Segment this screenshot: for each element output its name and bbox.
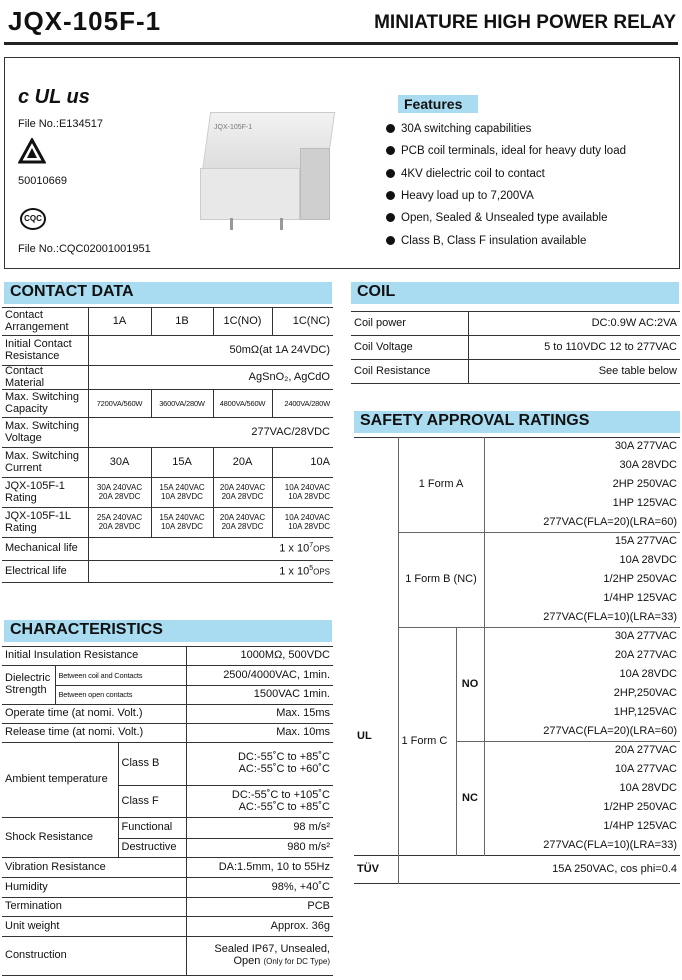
table-row xyxy=(354,438,680,457)
table-cell: 10A 277VAC xyxy=(614,763,677,776)
table-cell: 7200VA/560W xyxy=(88,390,151,418)
table-cell: 1/4HP 125VAC xyxy=(603,820,677,833)
table-cell: Coil Voltage xyxy=(351,336,468,360)
table-cell: UL xyxy=(354,438,398,856)
table-cell: 2400VA/280W xyxy=(272,390,333,418)
table-cell: Initial Contact Resistance xyxy=(2,336,88,366)
text: 10A 28VDC xyxy=(288,491,330,501)
table-row xyxy=(2,666,333,686)
table-cell: Between coil and Contacts xyxy=(55,666,186,686)
cqc-file-number: File No.:CQC02001001951 xyxy=(18,243,151,255)
table-cell: 1/2HP 250VAC xyxy=(603,801,677,814)
table-cell: Class B xyxy=(118,743,186,786)
tuv-number: 50010669 xyxy=(18,175,67,187)
table-cell: 1000MΩ, 500VDC xyxy=(186,647,333,666)
table-cell: JQX-105F-1L Rating xyxy=(2,508,88,538)
contact-data-heading: CONTACT DATA xyxy=(4,282,332,304)
table-cell: Ambient temperature xyxy=(2,743,118,818)
table-row xyxy=(2,418,333,448)
table-row xyxy=(351,360,680,384)
feature-item xyxy=(386,168,545,180)
text: Open, Sealed & Unsealed type available xyxy=(401,212,608,224)
bullet-icon xyxy=(386,124,395,133)
text: 1 x 10 xyxy=(279,565,310,578)
table-cell: 2HP,250VAC xyxy=(613,687,677,700)
bullet-icon xyxy=(386,213,395,222)
table-cell: Release time (at nomi. Volt.) xyxy=(2,724,186,743)
table-cell: 5 to 110VDC 12 to 277VAC xyxy=(468,336,680,360)
contact-data-table xyxy=(2,307,333,583)
characteristics-heading: CHARACTERISTICS xyxy=(4,620,332,642)
coil-heading: COIL xyxy=(351,282,679,304)
table-cell: 10A 28VDC xyxy=(619,554,677,567)
table-row xyxy=(2,448,333,478)
table-cell xyxy=(272,478,333,508)
table-row xyxy=(2,336,333,366)
table-cell xyxy=(88,508,151,538)
table-cell: Max. Switching Voltage xyxy=(2,418,88,448)
table-cell: 2500/4000VAC, 1min. xyxy=(186,666,333,686)
tuv-triangle-icon xyxy=(18,138,46,164)
table-row xyxy=(2,858,333,878)
text: 30A switching capabilities xyxy=(401,123,532,135)
table-row xyxy=(2,508,333,538)
table-cell: 980 m/s² xyxy=(186,839,333,858)
text: 20A 28VDC xyxy=(98,491,141,501)
table-row xyxy=(2,705,333,724)
text: (Only for DC Type) xyxy=(263,957,330,966)
text: 7 xyxy=(309,542,314,550)
table-row xyxy=(2,308,333,336)
bullet-icon xyxy=(386,191,395,200)
table-row xyxy=(2,937,333,976)
table-cell: 1 Form A xyxy=(398,438,484,533)
feature-item xyxy=(386,190,534,202)
table-cell: Termination xyxy=(2,898,186,917)
text: 20A 28VDC xyxy=(221,521,264,531)
table-row xyxy=(2,917,333,937)
characteristics-table xyxy=(2,646,333,976)
table-cell: 1 Form C xyxy=(398,628,456,856)
text: AC:-55˚C to +85˚C xyxy=(238,800,330,813)
text: 20A 240VAC xyxy=(219,513,266,523)
table-row xyxy=(351,336,680,360)
table-cell: Initial Insulation Resistance xyxy=(2,647,186,666)
table-cell: Contact Arrangement xyxy=(2,308,88,336)
table-cell xyxy=(186,743,333,786)
page-subtitle: MINIATURE HIGH POWER RELAY xyxy=(374,12,676,33)
table-cell: Dielectric Strength xyxy=(2,666,55,705)
table-cell: NC xyxy=(456,742,484,856)
table-cell: See table below xyxy=(468,360,680,384)
table-row xyxy=(2,561,333,583)
table-cell xyxy=(213,508,272,538)
table-cell: 30A 28VDC xyxy=(619,459,677,472)
table-cell: Mechanical life xyxy=(2,538,88,561)
feature-item xyxy=(386,123,531,135)
table-cell xyxy=(88,538,333,561)
feature-item xyxy=(386,145,626,157)
table-cell: DC:0.9W AC:2VA xyxy=(468,312,680,336)
ul-file-number: File No.:E134517 xyxy=(18,118,103,130)
text: Class B, Class F insulation available xyxy=(401,235,587,247)
table-cell: Unit weight xyxy=(2,917,186,937)
text: Sealed IP67, Unsealed, xyxy=(214,943,330,956)
table-row xyxy=(2,724,333,743)
table-cell: 50mΩ(at 1A 24VDC) xyxy=(88,336,333,366)
table-cell: Approx. 36g xyxy=(186,917,333,937)
table-cell: 1/4HP 125VAC xyxy=(603,592,677,605)
table-cell: 277VAC/28VDC xyxy=(88,418,333,448)
feature-item xyxy=(386,235,586,247)
table-cell: Operate time (at nomi. Volt.) xyxy=(2,705,186,724)
table-cell: AgSnO₂, AgCdO xyxy=(88,366,333,390)
table-cell: TÜV xyxy=(354,856,398,884)
ul-logo: c UL us xyxy=(18,86,90,108)
table-cell: Class F xyxy=(118,786,186,818)
table-cell: 277VAC(FLA=10)(LRA=33) xyxy=(484,609,680,628)
cqc-logo: CQC xyxy=(20,208,46,230)
table-cell: Coil Resistance xyxy=(351,360,468,384)
table-cell xyxy=(213,478,272,508)
table-cell: 30A 277VAC xyxy=(614,440,677,453)
text: 10A 28VDC xyxy=(161,491,203,501)
text: 1 x 10 xyxy=(279,543,310,556)
text: 20A 240VAC xyxy=(219,483,266,493)
table-row xyxy=(2,743,333,786)
table-row xyxy=(2,390,333,418)
table-cell: 1B xyxy=(151,308,213,336)
table-cell: 3600VA/280W xyxy=(151,390,213,418)
table-cell: 15A 277VAC xyxy=(614,535,677,548)
table-cell: Destructive xyxy=(118,839,186,858)
table-row xyxy=(2,538,333,561)
table-cell: 277VAC(FLA=10)(LRA=33) xyxy=(543,838,677,851)
text: OPS xyxy=(313,567,330,577)
safety-table xyxy=(354,437,680,884)
text: 10A 240VAC xyxy=(284,483,330,493)
table-cell: Construction xyxy=(2,937,186,976)
table-cell: 4800VA/560W xyxy=(213,390,272,418)
table-cell xyxy=(88,561,333,583)
text: 10A 240VAC xyxy=(284,513,330,523)
page-title: JQX-105F-1 xyxy=(8,6,162,36)
table-cell xyxy=(186,937,333,976)
text: Open xyxy=(233,955,261,967)
table-cell: 1 Form B (NC) xyxy=(398,533,484,628)
table-cell: NO xyxy=(456,628,484,742)
table-cell: 1HP,125VAC xyxy=(613,706,677,719)
table-cell: 1C(NC) xyxy=(272,308,333,336)
bullet-icon xyxy=(386,146,395,155)
divider xyxy=(4,42,678,45)
table-row xyxy=(2,898,333,917)
text: AC:-55˚C to +60˚C xyxy=(238,763,330,775)
table-cell: JQX-105F-1 Rating xyxy=(2,478,88,508)
table-cell: Max. Switching Current xyxy=(2,448,88,478)
table-cell xyxy=(151,508,213,538)
table-row xyxy=(2,818,333,839)
table-cell: 98 m/s² xyxy=(186,818,333,839)
table-cell: 10A 28VDC xyxy=(619,782,677,795)
safety-heading: SAFETY APPROVAL RATINGS xyxy=(354,411,680,433)
table-cell xyxy=(272,508,333,538)
text: 15A 240VAC xyxy=(159,483,205,493)
text: 30A 240VAC xyxy=(96,483,143,493)
text: 20A 28VDC xyxy=(221,491,264,501)
table-cell: Humidity xyxy=(2,878,186,898)
table-cell: 30A 277VAC xyxy=(614,630,677,643)
table-cell: 1/2HP 250VAC xyxy=(603,573,677,586)
table-cell: 1HP 125VAC xyxy=(612,497,677,510)
text: PCB coil terminals, ideal for heavy duty load xyxy=(401,145,626,157)
table-cell: PCB xyxy=(186,898,333,917)
relay-product-image xyxy=(200,108,350,230)
table-cell: 20A 277VAC xyxy=(614,649,677,662)
bullet-icon xyxy=(386,236,395,245)
table-row xyxy=(354,533,680,552)
table-cell: 1500VAC 1min. xyxy=(186,686,333,705)
text: 10A 28VDC xyxy=(288,521,330,531)
table-cell: Between open contacts xyxy=(55,686,186,705)
table-cell: Functional xyxy=(118,818,186,839)
table-cell: Vibration Resistance xyxy=(2,858,186,878)
table-cell: Max. Switching Capacity xyxy=(2,390,88,418)
table-cell: 1A xyxy=(88,308,151,336)
table-cell: 15A 250VAC, cos phi=0.4 xyxy=(398,856,680,884)
table-cell: Max. 10ms xyxy=(186,724,333,743)
table-cell: 15A xyxy=(151,448,213,478)
table-cell: Contact Material xyxy=(2,366,88,390)
text: DC:-55˚C to +85˚C xyxy=(237,751,330,764)
table-cell: 20A 277VAC xyxy=(614,744,677,757)
table-cell: 20A xyxy=(213,448,272,478)
table-cell: Coil power xyxy=(351,312,468,336)
table-cell: 10A 28VDC xyxy=(619,668,677,681)
table-cell: 98%, +40˚C xyxy=(186,878,333,898)
text: 5 xyxy=(309,564,314,572)
table-cell: 30A xyxy=(88,448,151,478)
table-cell xyxy=(186,786,333,818)
text: 4KV dielectric coil to contact xyxy=(401,168,545,180)
table-cell: Max. 15ms xyxy=(186,705,333,724)
text: 20A 28VDC xyxy=(98,521,141,531)
table-cell: Shock Resistance xyxy=(2,818,118,858)
table-cell xyxy=(151,478,213,508)
table-row xyxy=(2,366,333,390)
bullet-icon xyxy=(386,169,395,178)
text: OPS xyxy=(313,545,330,555)
text: DC:-55˚C to +105˚C xyxy=(231,788,330,801)
table-row xyxy=(351,312,680,336)
table-cell: 10A xyxy=(272,448,333,478)
text: JQX-105F-1 xyxy=(214,124,253,131)
table-cell xyxy=(88,478,151,508)
table-cell: 277VAC(FLA=20)(LRA=60) xyxy=(484,723,680,742)
table-cell: 1C(NO) xyxy=(213,308,272,336)
table-row xyxy=(2,878,333,898)
text: Heavy load up to 7,200VA xyxy=(401,190,534,202)
table-row xyxy=(354,856,680,884)
table-cell: Electrical life xyxy=(2,561,88,583)
features-heading: Features xyxy=(398,95,478,113)
table-cell: 2HP 250VAC xyxy=(612,478,677,491)
table-cell: 277VAC(FLA=20)(LRA=60) xyxy=(484,514,680,533)
text: 10A 28VDC xyxy=(161,521,203,531)
text: 15A 240VAC xyxy=(159,513,205,523)
table-cell: DA:1.5mm, 10 to 55Hz xyxy=(186,858,333,878)
feature-item xyxy=(386,212,608,224)
table-row xyxy=(2,647,333,666)
table-row xyxy=(2,478,333,508)
text: 25A 240VAC xyxy=(96,513,143,523)
table-row xyxy=(354,628,680,647)
coil-table xyxy=(351,311,680,384)
